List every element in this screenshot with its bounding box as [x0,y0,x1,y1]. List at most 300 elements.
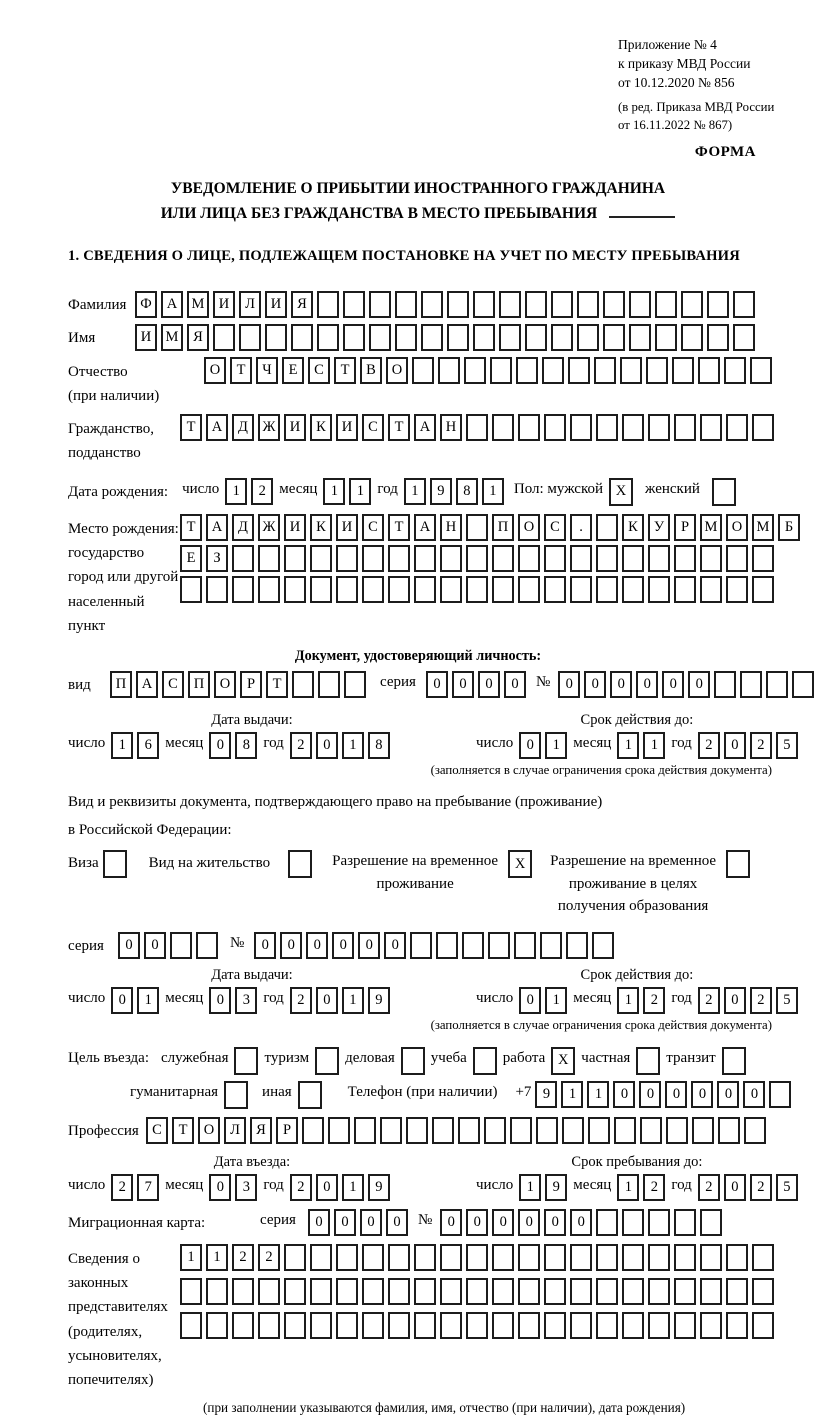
char-cell[interactable] [516,357,538,384]
char-cell[interactable]: 1 [180,1244,202,1271]
char-cell[interactable] [750,357,772,384]
char-cell[interactable] [698,357,720,384]
char-cell[interactable]: 5 [776,732,798,759]
checkbox-cell[interactable] [712,478,736,506]
char-cell[interactable]: 0 [306,932,328,959]
char-cell[interactable] [714,671,736,698]
char-cell[interactable] [458,1117,480,1144]
char-cell[interactable] [622,545,644,572]
char-cell[interactable] [291,324,313,351]
char-cell[interactable] [258,576,280,603]
char-cell[interactable] [518,1278,540,1305]
char-cell[interactable]: 0 [584,671,606,698]
char-cell[interactable] [440,1278,462,1305]
char-cell[interactable] [466,414,488,441]
char-cell[interactable] [362,1278,384,1305]
char-cell[interactable]: 2 [698,1174,720,1201]
char-cell[interactable] [620,357,642,384]
char-cell[interactable] [674,545,696,572]
char-cell[interactable]: С [362,414,384,441]
char-cell[interactable] [421,291,443,318]
checkbox-cell[interactable]: X [609,478,633,506]
char-cell[interactable]: . [570,514,592,541]
char-cell[interactable] [707,324,729,351]
char-cell[interactable] [492,545,514,572]
char-cell[interactable]: А [161,291,183,318]
char-cell[interactable]: 1 [617,987,639,1014]
char-cell[interactable]: Н [440,514,462,541]
char-cell[interactable] [518,1312,540,1339]
char-cell[interactable] [570,1278,592,1305]
char-cell[interactable] [603,291,625,318]
char-cell[interactable]: Ч [256,357,278,384]
char-cell[interactable]: А [136,671,158,698]
char-cell[interactable] [239,324,261,351]
char-cell[interactable] [362,576,384,603]
char-cell[interactable] [395,324,417,351]
char-cell[interactable] [362,545,384,572]
char-cell[interactable]: С [544,514,566,541]
char-cell[interactable]: О [726,514,748,541]
char-cell[interactable] [170,932,192,959]
char-cell[interactable]: 0 [724,732,746,759]
char-cell[interactable] [499,291,521,318]
checkbox-cell[interactable] [726,850,750,878]
char-cell[interactable]: 2 [643,1174,665,1201]
char-cell[interactable]: 1 [519,1174,541,1201]
char-cell[interactable] [438,357,460,384]
char-cell[interactable]: О [198,1117,220,1144]
char-cell[interactable]: 2 [643,987,665,1014]
char-cell[interactable] [733,324,755,351]
checkbox-cell[interactable]: X [551,1047,575,1075]
char-cell[interactable]: 0 [334,1209,356,1236]
char-cell[interactable] [622,414,644,441]
char-cell[interactable] [542,357,564,384]
char-cell[interactable] [596,414,618,441]
char-cell[interactable] [674,1278,696,1305]
char-cell[interactable] [265,324,287,351]
char-cell[interactable] [317,291,339,318]
char-cell[interactable] [674,1209,696,1236]
char-cell[interactable] [726,1312,748,1339]
char-cell[interactable] [180,576,202,603]
char-cell[interactable]: 2 [232,1244,254,1271]
char-cell[interactable]: А [414,414,436,441]
char-cell[interactable]: 1 [342,987,364,1014]
title-blank-line[interactable] [609,202,675,218]
char-cell[interactable]: 0 [639,1081,661,1108]
char-cell[interactable]: 1 [342,732,364,759]
char-cell[interactable]: 0 [613,1081,635,1108]
char-cell[interactable]: С [162,671,184,698]
checkbox-cell[interactable] [288,850,312,878]
char-cell[interactable]: Т [388,514,410,541]
char-cell[interactable] [707,291,729,318]
char-cell[interactable] [336,1278,358,1305]
char-cell[interactable] [544,1244,566,1271]
char-cell[interactable]: 0 [691,1081,713,1108]
char-cell[interactable]: И [265,291,287,318]
char-cell[interactable] [284,576,306,603]
char-cell[interactable] [206,1312,228,1339]
char-cell[interactable] [499,324,521,351]
char-cell[interactable] [343,324,365,351]
char-cell[interactable]: 0 [384,932,406,959]
char-cell[interactable]: 0 [254,932,276,959]
char-cell[interactable]: 0 [743,1081,765,1108]
char-cell[interactable]: Е [282,357,304,384]
char-cell[interactable]: 8 [235,732,257,759]
char-cell[interactable]: 0 [308,1209,330,1236]
checkbox-cell[interactable] [298,1081,322,1109]
char-cell[interactable]: М [187,291,209,318]
char-cell[interactable] [258,1278,280,1305]
char-cell[interactable]: 1 [617,732,639,759]
char-cell[interactable] [473,324,495,351]
checkbox-cell[interactable]: X [508,850,532,878]
char-cell[interactable]: Д [232,514,254,541]
char-cell[interactable] [700,545,722,572]
char-cell[interactable]: 0 [518,1209,540,1236]
char-cell[interactable] [726,414,748,441]
char-cell[interactable]: 2 [290,987,312,1014]
char-cell[interactable] [525,291,547,318]
checkbox-cell[interactable] [224,1081,248,1109]
char-cell[interactable] [196,932,218,959]
char-cell[interactable] [492,414,514,441]
char-cell[interactable] [648,545,670,572]
char-cell[interactable] [596,1244,618,1271]
char-cell[interactable] [570,576,592,603]
char-cell[interactable]: М [161,324,183,351]
char-cell[interactable]: 0 [636,671,658,698]
char-cell[interactable]: 0 [209,1174,231,1201]
char-cell[interactable]: 0 [386,1209,408,1236]
char-cell[interactable]: 1 [587,1081,609,1108]
char-cell[interactable]: М [752,514,774,541]
char-cell[interactable] [395,291,417,318]
char-cell[interactable]: 0 [504,671,526,698]
char-cell[interactable]: С [362,514,384,541]
char-cell[interactable] [284,1244,306,1271]
char-cell[interactable] [354,1117,376,1144]
char-cell[interactable] [518,414,540,441]
char-cell[interactable] [752,1312,774,1339]
char-cell[interactable] [492,1312,514,1339]
char-cell[interactable] [380,1117,402,1144]
char-cell[interactable]: О [214,671,236,698]
char-cell[interactable] [302,1117,324,1144]
char-cell[interactable] [436,932,458,959]
char-cell[interactable] [648,1278,670,1305]
char-cell[interactable] [562,1117,584,1144]
char-cell[interactable] [544,576,566,603]
char-cell[interactable] [700,1278,722,1305]
char-cell[interactable] [544,1278,566,1305]
char-cell[interactable] [766,671,788,698]
char-cell[interactable] [792,671,814,698]
char-cell[interactable]: 2 [258,1244,280,1271]
char-cell[interactable] [752,414,774,441]
char-cell[interactable]: 5 [776,1174,798,1201]
char-cell[interactable] [648,1244,670,1271]
char-cell[interactable]: 0 [544,1209,566,1236]
checkbox-cell[interactable] [103,850,127,878]
char-cell[interactable] [284,545,306,572]
char-cell[interactable]: Ж [258,414,280,441]
char-cell[interactable]: 0 [440,1209,462,1236]
char-cell[interactable] [414,1278,436,1305]
char-cell[interactable]: 1 [617,1174,639,1201]
char-cell[interactable]: 0 [332,932,354,959]
char-cell[interactable]: А [414,514,436,541]
char-cell[interactable]: Я [250,1117,272,1144]
char-cell[interactable]: 0 [724,987,746,1014]
char-cell[interactable]: 1 [561,1081,583,1108]
char-cell[interactable] [518,576,540,603]
char-cell[interactable]: 0 [688,671,710,698]
char-cell[interactable] [726,1278,748,1305]
char-cell[interactable] [700,1312,722,1339]
char-cell[interactable] [488,932,510,959]
char-cell[interactable]: И [336,414,358,441]
char-cell[interactable] [518,545,540,572]
char-cell[interactable]: И [336,514,358,541]
char-cell[interactable]: Р [674,514,696,541]
char-cell[interactable] [592,932,614,959]
char-cell[interactable]: П [492,514,514,541]
char-cell[interactable] [622,1209,644,1236]
char-cell[interactable] [464,357,486,384]
checkbox-cell[interactable] [315,1047,339,1075]
char-cell[interactable] [410,932,432,959]
char-cell[interactable] [492,1278,514,1305]
char-cell[interactable] [440,1244,462,1271]
char-cell[interactable] [596,1312,618,1339]
char-cell[interactable]: 0 [316,1174,338,1201]
char-cell[interactable] [544,1312,566,1339]
char-cell[interactable]: К [310,414,332,441]
char-cell[interactable] [536,1117,558,1144]
char-cell[interactable] [570,414,592,441]
char-cell[interactable] [466,1244,488,1271]
char-cell[interactable] [640,1117,662,1144]
char-cell[interactable]: Я [187,324,209,351]
char-cell[interactable] [622,1278,644,1305]
char-cell[interactable]: 9 [368,987,390,1014]
char-cell[interactable]: Т [388,414,410,441]
char-cell[interactable] [328,1117,350,1144]
char-cell[interactable]: Л [224,1117,246,1144]
char-cell[interactable]: Р [240,671,262,698]
char-cell[interactable]: Т [180,414,202,441]
char-cell[interactable] [655,291,677,318]
char-cell[interactable]: 7 [137,1174,159,1201]
char-cell[interactable] [700,576,722,603]
char-cell[interactable]: Н [440,414,462,441]
char-cell[interactable]: 0 [478,671,500,698]
char-cell[interactable] [388,545,410,572]
char-cell[interactable] [258,1312,280,1339]
char-cell[interactable]: 3 [235,987,257,1014]
char-cell[interactable] [752,576,774,603]
char-cell[interactable] [310,576,332,603]
char-cell[interactable] [674,576,696,603]
char-cell[interactable] [440,576,462,603]
char-cell[interactable]: Т [230,357,252,384]
char-cell[interactable] [484,1117,506,1144]
char-cell[interactable] [681,291,703,318]
char-cell[interactable] [577,291,599,318]
char-cell[interactable] [752,1244,774,1271]
char-cell[interactable] [466,545,488,572]
char-cell[interactable] [769,1081,791,1108]
char-cell[interactable] [232,545,254,572]
char-cell[interactable] [206,576,228,603]
char-cell[interactable]: 3 [235,1174,257,1201]
char-cell[interactable] [570,545,592,572]
char-cell[interactable] [570,1244,592,1271]
char-cell[interactable] [310,1244,332,1271]
char-cell[interactable]: 0 [662,671,684,698]
char-cell[interactable]: Е [180,545,202,572]
char-cell[interactable] [336,576,358,603]
char-cell[interactable] [648,1209,670,1236]
char-cell[interactable] [432,1117,454,1144]
char-cell[interactable] [568,357,590,384]
char-cell[interactable] [596,1278,618,1305]
char-cell[interactable]: 0 [519,987,541,1014]
checkbox-cell[interactable] [473,1047,497,1075]
char-cell[interactable]: 1 [225,478,247,505]
char-cell[interactable]: 5 [776,987,798,1014]
char-cell[interactable] [369,291,391,318]
char-cell[interactable]: О [518,514,540,541]
char-cell[interactable]: 2 [750,987,772,1014]
char-cell[interactable] [596,1209,618,1236]
char-cell[interactable] [596,514,618,541]
char-cell[interactable] [514,932,536,959]
char-cell[interactable]: 1 [545,732,567,759]
char-cell[interactable]: Т [180,514,202,541]
char-cell[interactable]: 1 [404,478,426,505]
char-cell[interactable] [343,291,365,318]
char-cell[interactable] [646,357,668,384]
char-cell[interactable] [525,324,547,351]
char-cell[interactable] [744,1117,766,1144]
char-cell[interactable] [655,324,677,351]
char-cell[interactable] [406,1117,428,1144]
char-cell[interactable]: 1 [349,478,371,505]
char-cell[interactable]: 0 [316,732,338,759]
char-cell[interactable]: 0 [570,1209,592,1236]
char-cell[interactable]: Б [778,514,800,541]
char-cell[interactable] [492,576,514,603]
char-cell[interactable]: 0 [358,932,380,959]
char-cell[interactable]: 9 [368,1174,390,1201]
char-cell[interactable] [577,324,599,351]
char-cell[interactable] [551,291,573,318]
char-cell[interactable] [622,1312,644,1339]
char-cell[interactable] [700,414,722,441]
char-cell[interactable]: 0 [209,732,231,759]
char-cell[interactable]: 1 [482,478,504,505]
char-cell[interactable] [700,1244,722,1271]
checkbox-cell[interactable] [722,1047,746,1075]
char-cell[interactable] [466,1312,488,1339]
char-cell[interactable] [492,1244,514,1271]
char-cell[interactable]: 1 [323,478,345,505]
char-cell[interactable] [726,545,748,572]
char-cell[interactable] [414,545,436,572]
char-cell[interactable] [317,324,339,351]
char-cell[interactable]: П [110,671,132,698]
char-cell[interactable] [726,576,748,603]
char-cell[interactable]: 0 [492,1209,514,1236]
char-cell[interactable]: 0 [452,671,474,698]
char-cell[interactable] [336,1244,358,1271]
char-cell[interactable] [692,1117,714,1144]
char-cell[interactable]: Т [172,1117,194,1144]
char-cell[interactable]: О [386,357,408,384]
char-cell[interactable] [648,576,670,603]
char-cell[interactable] [518,1244,540,1271]
char-cell[interactable] [629,291,651,318]
char-cell[interactable] [180,1312,202,1339]
char-cell[interactable]: 1 [137,987,159,1014]
char-cell[interactable]: 9 [430,478,452,505]
char-cell[interactable] [388,1244,410,1271]
char-cell[interactable]: Я [291,291,313,318]
char-cell[interactable] [310,1312,332,1339]
char-cell[interactable]: 1 [206,1244,228,1271]
char-cell[interactable]: 9 [535,1081,557,1108]
char-cell[interactable]: 1 [643,732,665,759]
char-cell[interactable] [648,414,670,441]
char-cell[interactable] [440,1312,462,1339]
char-cell[interactable] [414,1312,436,1339]
char-cell[interactable] [466,514,488,541]
char-cell[interactable]: И [284,414,306,441]
char-cell[interactable]: 0 [519,732,541,759]
char-cell[interactable] [336,1312,358,1339]
char-cell[interactable] [540,932,562,959]
char-cell[interactable]: И [213,291,235,318]
char-cell[interactable]: К [622,514,644,541]
char-cell[interactable] [566,932,588,959]
char-cell[interactable] [551,324,573,351]
char-cell[interactable] [733,291,755,318]
checkbox-cell[interactable] [636,1047,660,1075]
char-cell[interactable] [336,545,358,572]
char-cell[interactable] [388,1312,410,1339]
char-cell[interactable] [596,545,618,572]
char-cell[interactable]: 2 [750,1174,772,1201]
char-cell[interactable]: 0 [360,1209,382,1236]
char-cell[interactable]: Р [276,1117,298,1144]
char-cell[interactable] [180,1278,202,1305]
checkbox-cell[interactable] [234,1047,258,1075]
char-cell[interactable]: 0 [111,987,133,1014]
char-cell[interactable] [414,1244,436,1271]
char-cell[interactable]: С [308,357,330,384]
char-cell[interactable] [466,576,488,603]
char-cell[interactable]: 8 [456,478,478,505]
char-cell[interactable]: Ф [135,291,157,318]
char-cell[interactable]: 0 [717,1081,739,1108]
char-cell[interactable] [258,545,280,572]
